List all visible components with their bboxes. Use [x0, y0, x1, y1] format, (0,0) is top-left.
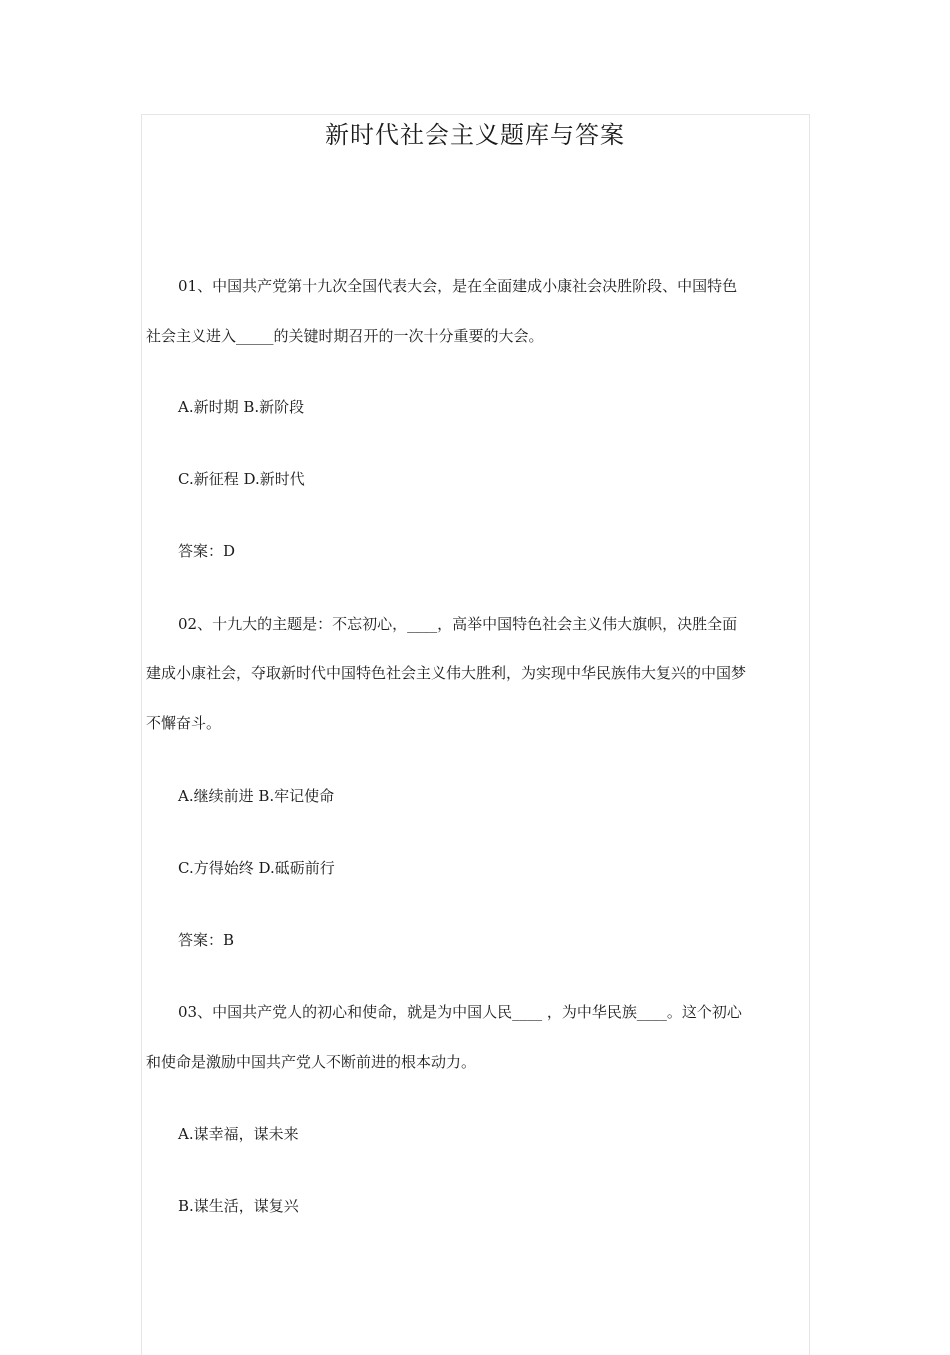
question-01-option-ab: A.新时期 B.新阶段 — [178, 398, 305, 416]
document-title: 新时代社会主义题库与答案 — [325, 121, 625, 149]
question-02-line-2: 建成小康社会，夺取新时代中国特色社会主义伟大胜利，为实现中华民族伟大复兴的中国梦 — [146, 664, 747, 682]
question-03-line-1: 03、中国共产党人的初心和使命，就是为中国人民____ ，为中华民族____。这个初心 — [178, 1003, 742, 1021]
question-03-option-b: B.谋生活，谋复兴 — [178, 1197, 299, 1215]
question-02-option-ab: A.继续前进 B.牢记使命 — [178, 787, 335, 805]
question-02-option-cd: C.方得始终 D.砥砺前行 — [178, 859, 335, 877]
question-03-line-2: 和使命是激励中国共产党人不断前进的根本动力。 — [146, 1053, 477, 1071]
question-02-answer: 答案：B — [178, 931, 235, 949]
question-03-option-a: A.谋幸福，谋未来 — [178, 1125, 299, 1143]
question-01-option-cd: C.新征程 D.新时代 — [178, 470, 305, 488]
question-01-answer: 答案：D — [178, 542, 236, 560]
question-02-line-3: 不懈奋斗。 — [146, 714, 222, 732]
question-02-line-1: 02、十九大的主题是：不忘初心，____，高举中国特色社会主义伟大旗帜，决胜全面 — [178, 615, 738, 633]
question-01-line-1: 01、中国共产党第十九次全国代表大会，是在全面建成小康社会决胜阶段、中国特色 — [178, 277, 738, 295]
page-frame — [141, 114, 810, 1355]
question-01-line-2: 社会主义进入_____的关键时期召开的一次十分重要的大会。 — [146, 327, 544, 345]
